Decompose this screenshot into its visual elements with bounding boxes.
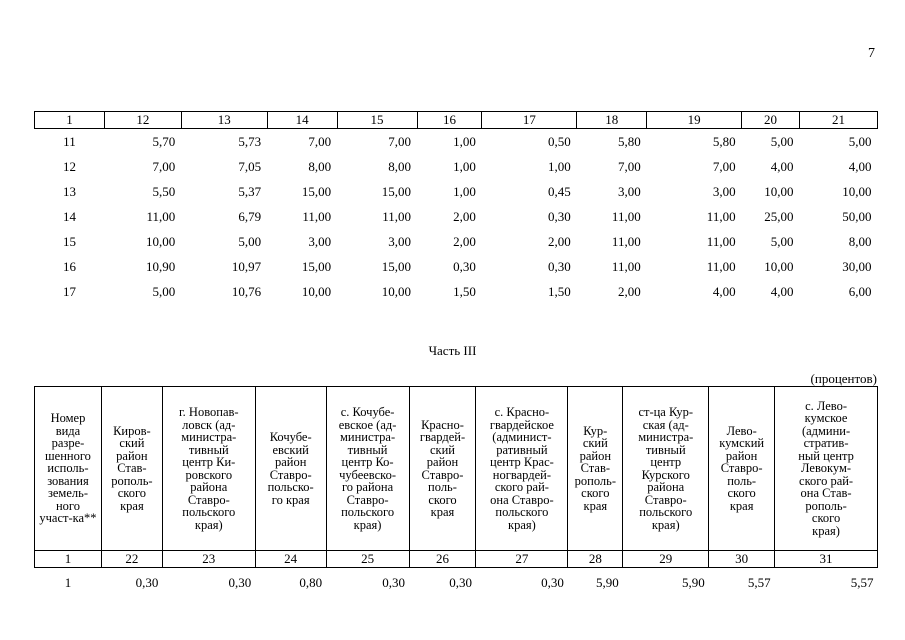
column-number: 20 [742, 112, 800, 129]
table-cell: 7,00 [617, 158, 641, 174]
table-cell: 10,76 [231, 283, 262, 299]
column-number: 18 [577, 112, 647, 129]
table-cell: 5,80 [712, 133, 736, 149]
row-number: 16 [62, 258, 76, 274]
table-cell: 5,90 [596, 575, 619, 590]
table-cell: 11,00 [611, 208, 641, 224]
column-header: с. Лево- кумское (админи- стратив- ный центр Левокум- ского рай- она Став- рополь- ского края) [775, 387, 878, 551]
column-number-row [35, 551, 878, 568]
table-cell: 0,30 [382, 575, 406, 590]
table-row [35, 179, 878, 204]
table-cell: 2,00 [453, 208, 476, 224]
table-cell: 5,57 [850, 575, 874, 590]
table-cell: 0,30 [453, 258, 476, 274]
column-header: ст-ца Кур- ская (ад- министра- тивный центр Курского района Ставро- польского края) [623, 387, 709, 551]
table-cell: 5,80 [617, 133, 641, 149]
row-number: 15 [62, 233, 76, 249]
table-cell: 15,00 [381, 183, 411, 199]
column-number: 28 [568, 551, 623, 568]
row-number: 14 [62, 208, 76, 224]
table-cell: 7,00 [152, 158, 176, 174]
column-number: 23 [162, 551, 255, 568]
column-header: Номер вида разре- шенного исполь- зования земель- ного участ-ка** [35, 387, 102, 551]
column-number: 13 [181, 112, 267, 129]
table-cell: 6,79 [238, 208, 262, 224]
column-number: 26 [409, 551, 476, 568]
units-label: (процентов) [810, 371, 877, 386]
column-header: Красно- гвардей- ский район Ставро- поль- ского края [409, 387, 476, 551]
column-number: 31 [775, 551, 878, 568]
table-row [35, 568, 878, 599]
table-cell: 2,00 [548, 233, 571, 249]
column-number: 29 [623, 551, 709, 568]
table-row [35, 279, 878, 304]
table-cell: 10,00 [764, 258, 794, 274]
table-cell: 11,00 [611, 258, 641, 274]
table-cell: 5,00 [770, 133, 794, 149]
table-cell: 0,30 [228, 575, 252, 590]
column-number: 16 [417, 112, 482, 129]
column-number: 19 [647, 112, 742, 129]
table-cell: 25,00 [764, 208, 794, 224]
column-number: 21 [800, 112, 878, 129]
table-cell: 1,00 [453, 133, 476, 149]
table-cell: 30,00 [842, 258, 872, 274]
table-cell: 15,00 [301, 183, 332, 199]
column-number: 27 [476, 551, 568, 568]
table-cell: 5,50 [152, 183, 176, 199]
row-number: 13 [62, 183, 76, 199]
row-number: 17 [62, 283, 76, 299]
table-row [35, 204, 878, 229]
table-cell: 1,00 [453, 158, 476, 174]
table-row [35, 129, 878, 155]
table-cell: 10,97 [231, 258, 262, 274]
table-cell: 0,30 [541, 575, 564, 590]
table-cell: 0,30 [548, 208, 571, 224]
table-cell: 11,00 [706, 258, 736, 274]
table-cell: 6,00 [848, 283, 872, 299]
table-cell: 10,00 [842, 183, 872, 199]
table-cell: 15,00 [381, 258, 411, 274]
table-cell: 11,00 [302, 208, 332, 224]
table-cell: 8,00 [848, 233, 872, 249]
table-cell: 4,00 [770, 283, 794, 299]
table-cell: 5,00 [238, 233, 262, 249]
table-cell: 7,00 [388, 133, 411, 149]
table-cell: 10,90 [146, 258, 176, 274]
table-cell: 5,90 [681, 575, 705, 590]
table-cell: 10,00 [146, 233, 176, 249]
column-number: 24 [255, 551, 326, 568]
table-cell: 15,00 [301, 258, 332, 274]
table-cell: 1,00 [548, 158, 571, 174]
column-header: Кур- ский район Став- рополь- ского края [568, 387, 623, 551]
column-header: с. Кочубе- евское (ад- министра- тивный центр Ко- чубеевско- го района Ставро- польского края) [326, 387, 409, 551]
table-cell: 0,30 [548, 258, 571, 274]
column-number: 30 [709, 551, 775, 568]
table-cell: 3,00 [388, 233, 411, 249]
row-number: 12 [62, 158, 76, 174]
table-cell: 2,00 [617, 283, 641, 299]
table-cell: 0,50 [548, 133, 571, 149]
table-cell: 7,00 [712, 158, 736, 174]
table-cell: 0,45 [548, 183, 571, 199]
table-cell: 0,30 [135, 575, 159, 590]
column-header: с. Красно- гвардейское (админист- ративный центр Крас- ногвардей- ского рай- она Ставро- польского края) [476, 387, 568, 551]
table-cell: 3,00 [308, 233, 332, 249]
table-cell: 10,00 [381, 283, 411, 299]
table-cell: 11,00 [706, 233, 736, 249]
header-row [35, 387, 878, 551]
column-number: 15 [337, 112, 417, 129]
column-number: 14 [267, 112, 337, 129]
row-number: 1 [64, 575, 72, 590]
table-cell: 3,00 [712, 183, 736, 199]
table-cell: 5,00 [152, 283, 176, 299]
table-cell: 0,80 [299, 575, 323, 590]
table-cell: 7,00 [308, 133, 332, 149]
table-cell: 5,70 [152, 133, 176, 149]
column-header: Лево- кумский район Ставро- поль- ского края [709, 387, 775, 551]
table-cell: 4,00 [770, 158, 794, 174]
table-cell: 2,00 [453, 233, 476, 249]
column-number: 12 [104, 112, 181, 129]
table-cell: 8,00 [388, 158, 411, 174]
table-part-3 [34, 386, 878, 598]
table-cell: 5,00 [770, 233, 794, 249]
table-cell: 10,00 [301, 283, 332, 299]
row-number: 11 [63, 133, 76, 149]
table-cell: 7,05 [238, 158, 262, 174]
column-number: 22 [101, 551, 162, 568]
column-header: г. Новопав- ловск (ад- министра- тивный центр Ки- ровского района Ставро- польского края) [162, 387, 255, 551]
table-cell: 1,00 [453, 183, 476, 199]
column-number-row [35, 112, 878, 129]
table-cell: 8,00 [308, 158, 332, 174]
column-number: 25 [326, 551, 409, 568]
part-title: Часть III [428, 343, 477, 358]
table-cell: 5,37 [238, 183, 262, 199]
table-cell: 1,50 [453, 283, 476, 299]
page-number: 7 [868, 46, 875, 61]
table-row [35, 154, 878, 179]
table-cell: 0,30 [449, 575, 472, 590]
column-header: Киров- ский район Став- рополь- ского края [101, 387, 162, 551]
table-cell: 3,00 [617, 183, 641, 199]
table-cell: 11,00 [146, 208, 176, 224]
table-cell: 4,00 [848, 158, 872, 174]
column-number: 1 [35, 112, 105, 129]
table-row [35, 229, 878, 254]
column-number: 17 [482, 112, 577, 129]
table-cell: 4,00 [712, 283, 736, 299]
table-cell: 10,00 [764, 183, 794, 199]
column-header: Кочубе- евский район Ставро- польско- го края [255, 387, 326, 551]
table-cell: 5,73 [238, 133, 262, 149]
table-cell: 5,00 [848, 133, 872, 149]
table-part-2-continuation [34, 111, 878, 304]
table-cell: 11,00 [382, 208, 411, 224]
table-cell: 11,00 [611, 233, 641, 249]
table-cell: 50,00 [842, 208, 872, 224]
column-number: 1 [35, 551, 102, 568]
table-cell: 1,50 [548, 283, 571, 299]
table-row [35, 254, 878, 279]
table-cell: 5,57 [747, 575, 771, 590]
table-cell: 11,00 [706, 208, 736, 224]
